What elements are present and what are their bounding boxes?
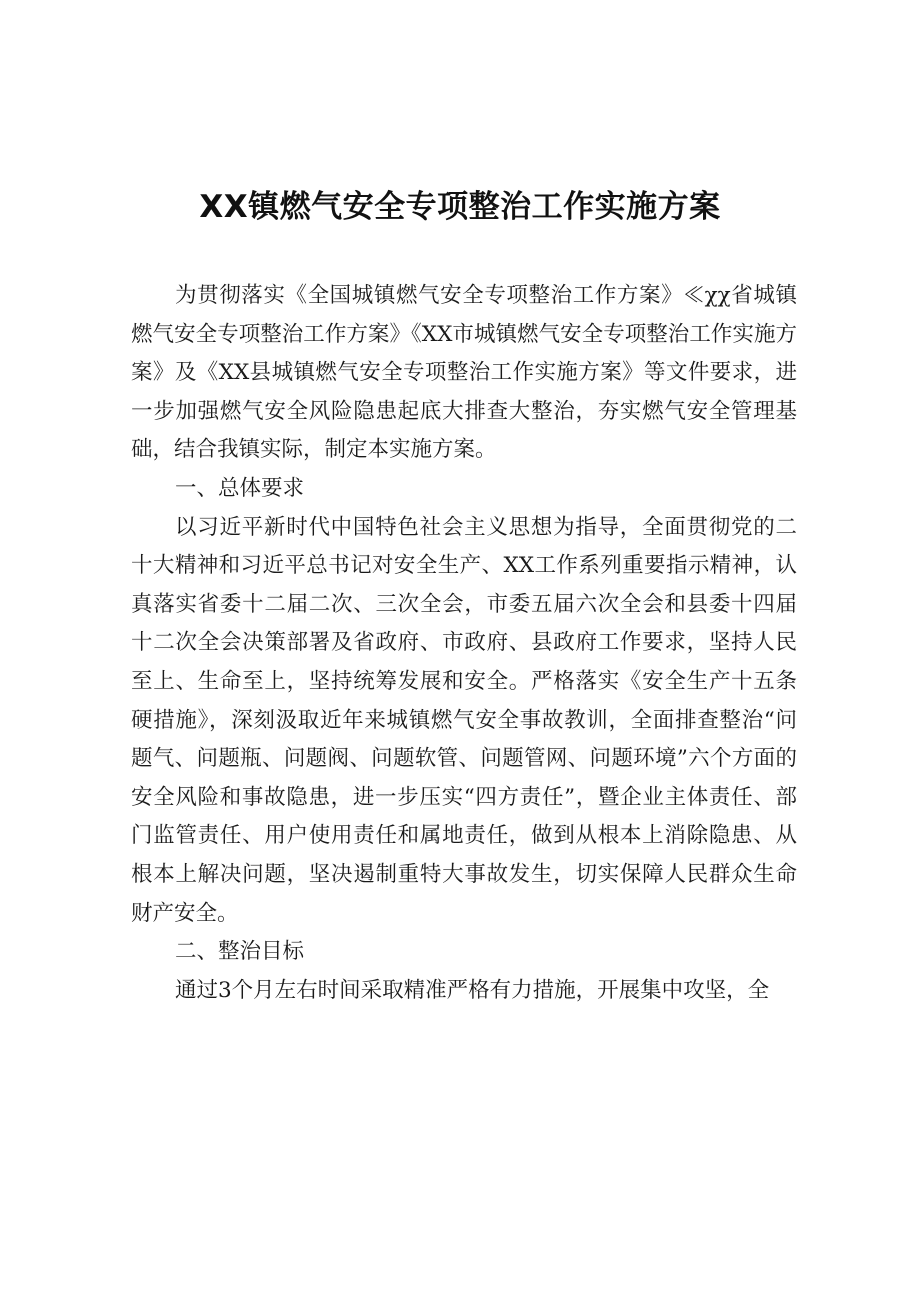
section-heading-rectification-goals: 二、整治目标	[175, 939, 305, 965]
section-heading-general-requirements: 一、总体要求	[175, 475, 305, 501]
document-body	[131, 277, 797, 1010]
intro-paragraph: 为贯彻落实《全国城镇燃气安全专项整治工作方案》≪χχ省城镇燃气安全专项整治工作方案》《XX市城镇燃气安全专项整治工作实施方案》及《XX县城镇燃气安全专项整治工作实施方案》等文件要求，进一步加强燃气安全风险隐患起底大排查大整治，夯实燃气安全管理基础，结合我镇实际，制定本实施方案。	[131, 283, 797, 463]
rectification-goals-paragraph: 通过3个月左右时间采取精准严格有力措施，开展集中攻坚，全	[175, 977, 770, 1003]
general-requirements-paragraph: 以习近平新时代中国特色社会主义思想为指导，全面贯彻党的二十大精神和习近平总书记对安全生产、XX工作系列重要指示精神，认真落实省委十二届二次、三次全会，市委五届六次全会和县委十四届十二次全会决策部署及省政府、市政府、县政府工作要求，坚持人民至上、生命至上，坚持统筹发展和安全。严格落实《安全生产十五条硬措施》，深刻汲取近年来城镇燃气安全事故教训，全面排查整治“问题气、问题瓶、问题阀、问题软管、问题管网、问题环境”六个方面的安全风险和事故隐患，进一步压实“四方责任”，暨企业主体责任、部门监管责任、用户使用责任和属地责任，做到从根本上消除隐患、从根本上解决问题，坚决遏制重特大事故发生，切实保障人民群众生命财产安全。	[131, 514, 797, 926]
document-title: XX镇燃气安全专项整治工作实施方案	[199, 189, 721, 225]
